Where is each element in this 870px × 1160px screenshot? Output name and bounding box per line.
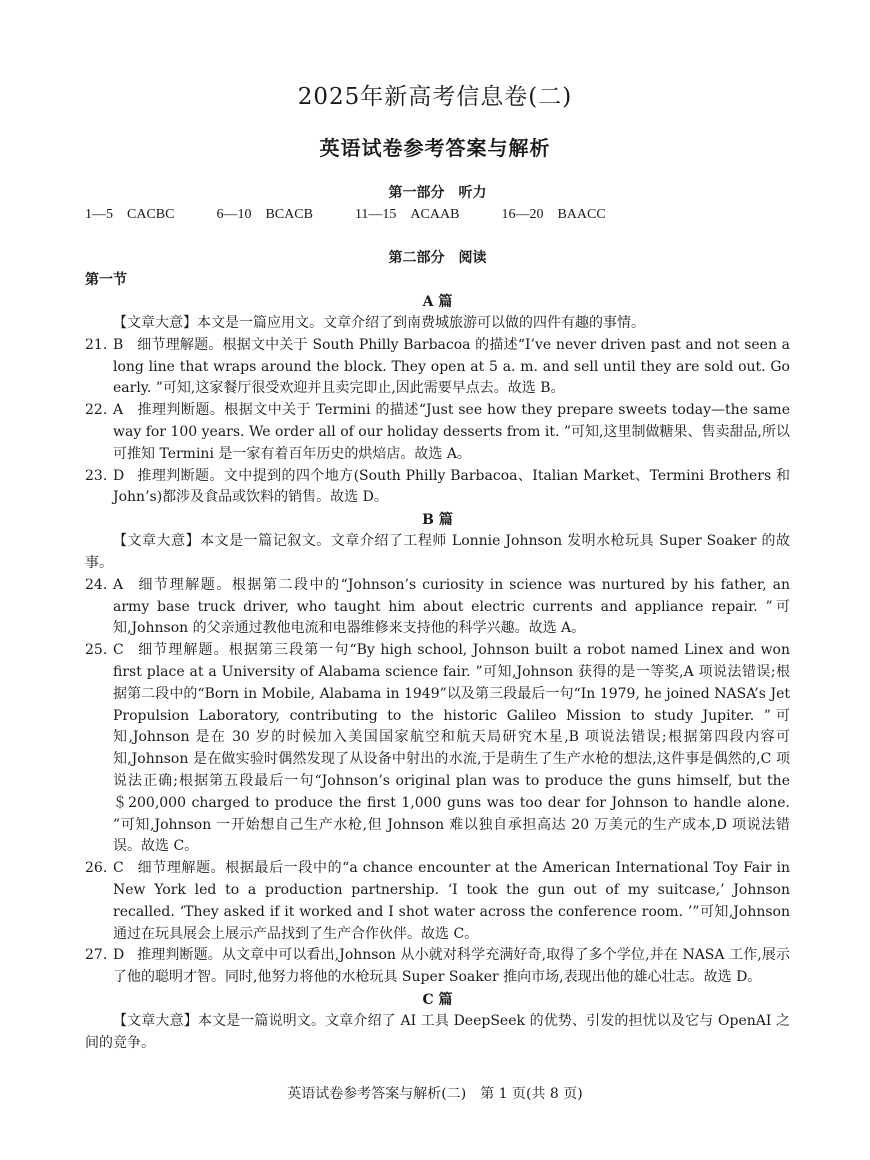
question-number: 27. [85, 947, 108, 964]
main-content [85, 183, 790, 1055]
answer-group [216, 204, 312, 226]
article-c-title: C 篇 [422, 991, 453, 1008]
answer-keys: CACBC [127, 207, 175, 222]
question-answer: A [113, 402, 124, 419]
question-answer: B [113, 336, 124, 353]
question-explanation: 推理判断题。从文章中可以看出,Johnson 从小就对科学充满好奇,取得了多个学位,并在 NASA 工作,展示了他的聪明才智。同时,他努力将他的水枪玩具 Super Soaker 推向市场,表现出他的雄心壮志。故选 D。 [113, 947, 790, 986]
question-item [85, 640, 790, 858]
article-b-summary: 【文章大意】本文是一篇记叙文。文章介绍了工程师 Lonnie Johnson 发明水枪玩具 Super Soaker 的故事。 [85, 533, 790, 571]
question-item [85, 858, 790, 945]
article-a-title: A 篇 [422, 294, 453, 310]
answer-group [355, 204, 460, 226]
question-explanation: 细节理解题。根据第三段第一句“By high school, Johnson built a robot named Linex and won first place at a University of Alabama science fair. ”可知,Johnson 获得的是一等奖,A 项说法错误;根据第二段中的“Born in Mobile, Alabama in 1949”以及第三段最后一句“In 1979, he joined NASA’s Jet Propulsion Laboratory, contributing to the historic Galileo Mission to study Jupiter. ”可知,Johnson 是在 30 岁的时候加入美国国家航空和航天局研究木星,B 项说法错误;根据第四段内容可知,Johnson 是在做实验时偶然发现了从设备中射出的水流,于是萌生了生产水枪的想法,这件事是偶然的,C 项说法正确;根据第五段最后一句“Johnson’s original plan was to produce the guns himself, but the ＄200,000 charged to produce the first 1,000 guns was too dear for Johnson to handle alone. ”可知,Johnson 一开始想自己生产水枪,但 Johnson 难以独自承担高达 20 万美元的生产成本,D 项说法错误。故选 C。 [113, 642, 790, 855]
article-a-summary: 【文章大意】本文是一篇应用文。文章介绍了到南费城旅游可以做的四件有趣的事情。 [113, 315, 645, 331]
question-number: 25. [85, 642, 108, 659]
article-c-summary: 【文章大意】本文是一篇说明文。文章介绍了 AI 工具 DeepSeek 的优势、引发的担忧以及它与 OpenAI 之间的竞争。 [85, 1012, 790, 1051]
answer-range: 16—20 [501, 207, 544, 222]
answer-range: 6—10 [216, 207, 252, 222]
question-item [85, 945, 790, 989]
question-answer: D [113, 467, 125, 484]
answer-keys: BCACB [265, 207, 313, 222]
answer-range: 1—5 [85, 207, 113, 222]
article-b-title: B 篇 [422, 512, 453, 529]
question-number: 23. [85, 467, 108, 484]
question-item [85, 575, 790, 640]
question-explanation: 推理判断题。根据文中关于 Termini 的描述“Just see how they prepare sweets today—the same way for 100 years. We order all of our holiday desserts from it. ”可知,这里制做糖果、售卖甜品,所以可推知 Termini 是一家有着百年历史的烘焙店。故选 A。 [113, 402, 790, 462]
question-answer: D [113, 947, 125, 964]
listening-answer-key [85, 204, 790, 226]
part2-heading: 第二部分 阅读 [388, 250, 487, 266]
answer-keys: ACAAB [410, 207, 460, 222]
question-item [85, 400, 790, 465]
answer-keys: BAACC [557, 207, 606, 222]
question-explanation: 细节理解题。根据第二段中的“Johnson’s curiosity in science was nurtured by his father, an army base truck driver, who taught him about electric currents and appliance repair. ”可知,Johnson 的父亲通过教他电流和电器维修来支持他的科学兴趣。故选 A。 [113, 576, 790, 637]
question-item [85, 466, 790, 510]
page-footer: 英语试卷参考答案与解析(二) 第 1 页(共 8 页) [287, 1086, 583, 1102]
answer-group [85, 204, 174, 226]
answer-group [501, 204, 605, 226]
answer-range: 11—15 [354, 207, 397, 222]
section-label: 第一节 [85, 272, 127, 288]
document-title: 2025年新高考信息卷(二) [297, 84, 573, 110]
question-answer: C [113, 860, 124, 877]
question-number: 22. [85, 402, 108, 419]
question-number: 24. [85, 576, 108, 593]
document-subtitle: 英语试卷参考答案与解析 [319, 136, 551, 160]
question-answer: A [113, 576, 124, 593]
question-number: 26. [85, 860, 108, 877]
question-explanation: 推理判断题。文中提到的四个地方(South Philly Barbacoa、Italian Market、Termini Brothers 和 John’s)都涉及食品或饮料的销售。故选 D。 [113, 467, 790, 506]
part1-heading: 第一部分 听力 [388, 185, 487, 201]
question-number: 21. [85, 336, 108, 353]
question-item [85, 335, 790, 400]
question-explanation: 细节理解题。根据文中关于 South Philly Barbacoa 的描述“I’ve never driven past and not seen a long line that wraps around the block. They open at 5 a. m. and sell until they are sold out. Go early. ”可知,这家餐厅很受欢迎并且卖完即止,因此需要早点去。故选 B。 [113, 336, 790, 397]
question-explanation: 细节理解题。根据最后一段中的“a chance encounter at the American International Toy Fair in New York led to a production partnership. ‘I took the gun out of my suitcase,’ Johnson recalled. ‘They asked if it worked and I shot water across the conference room. ’”可知,Johnson 通过在玩具展会上展示产品找到了生产合作伙伴。故选 C。 [113, 860, 790, 942]
question-answer: C [113, 642, 124, 659]
